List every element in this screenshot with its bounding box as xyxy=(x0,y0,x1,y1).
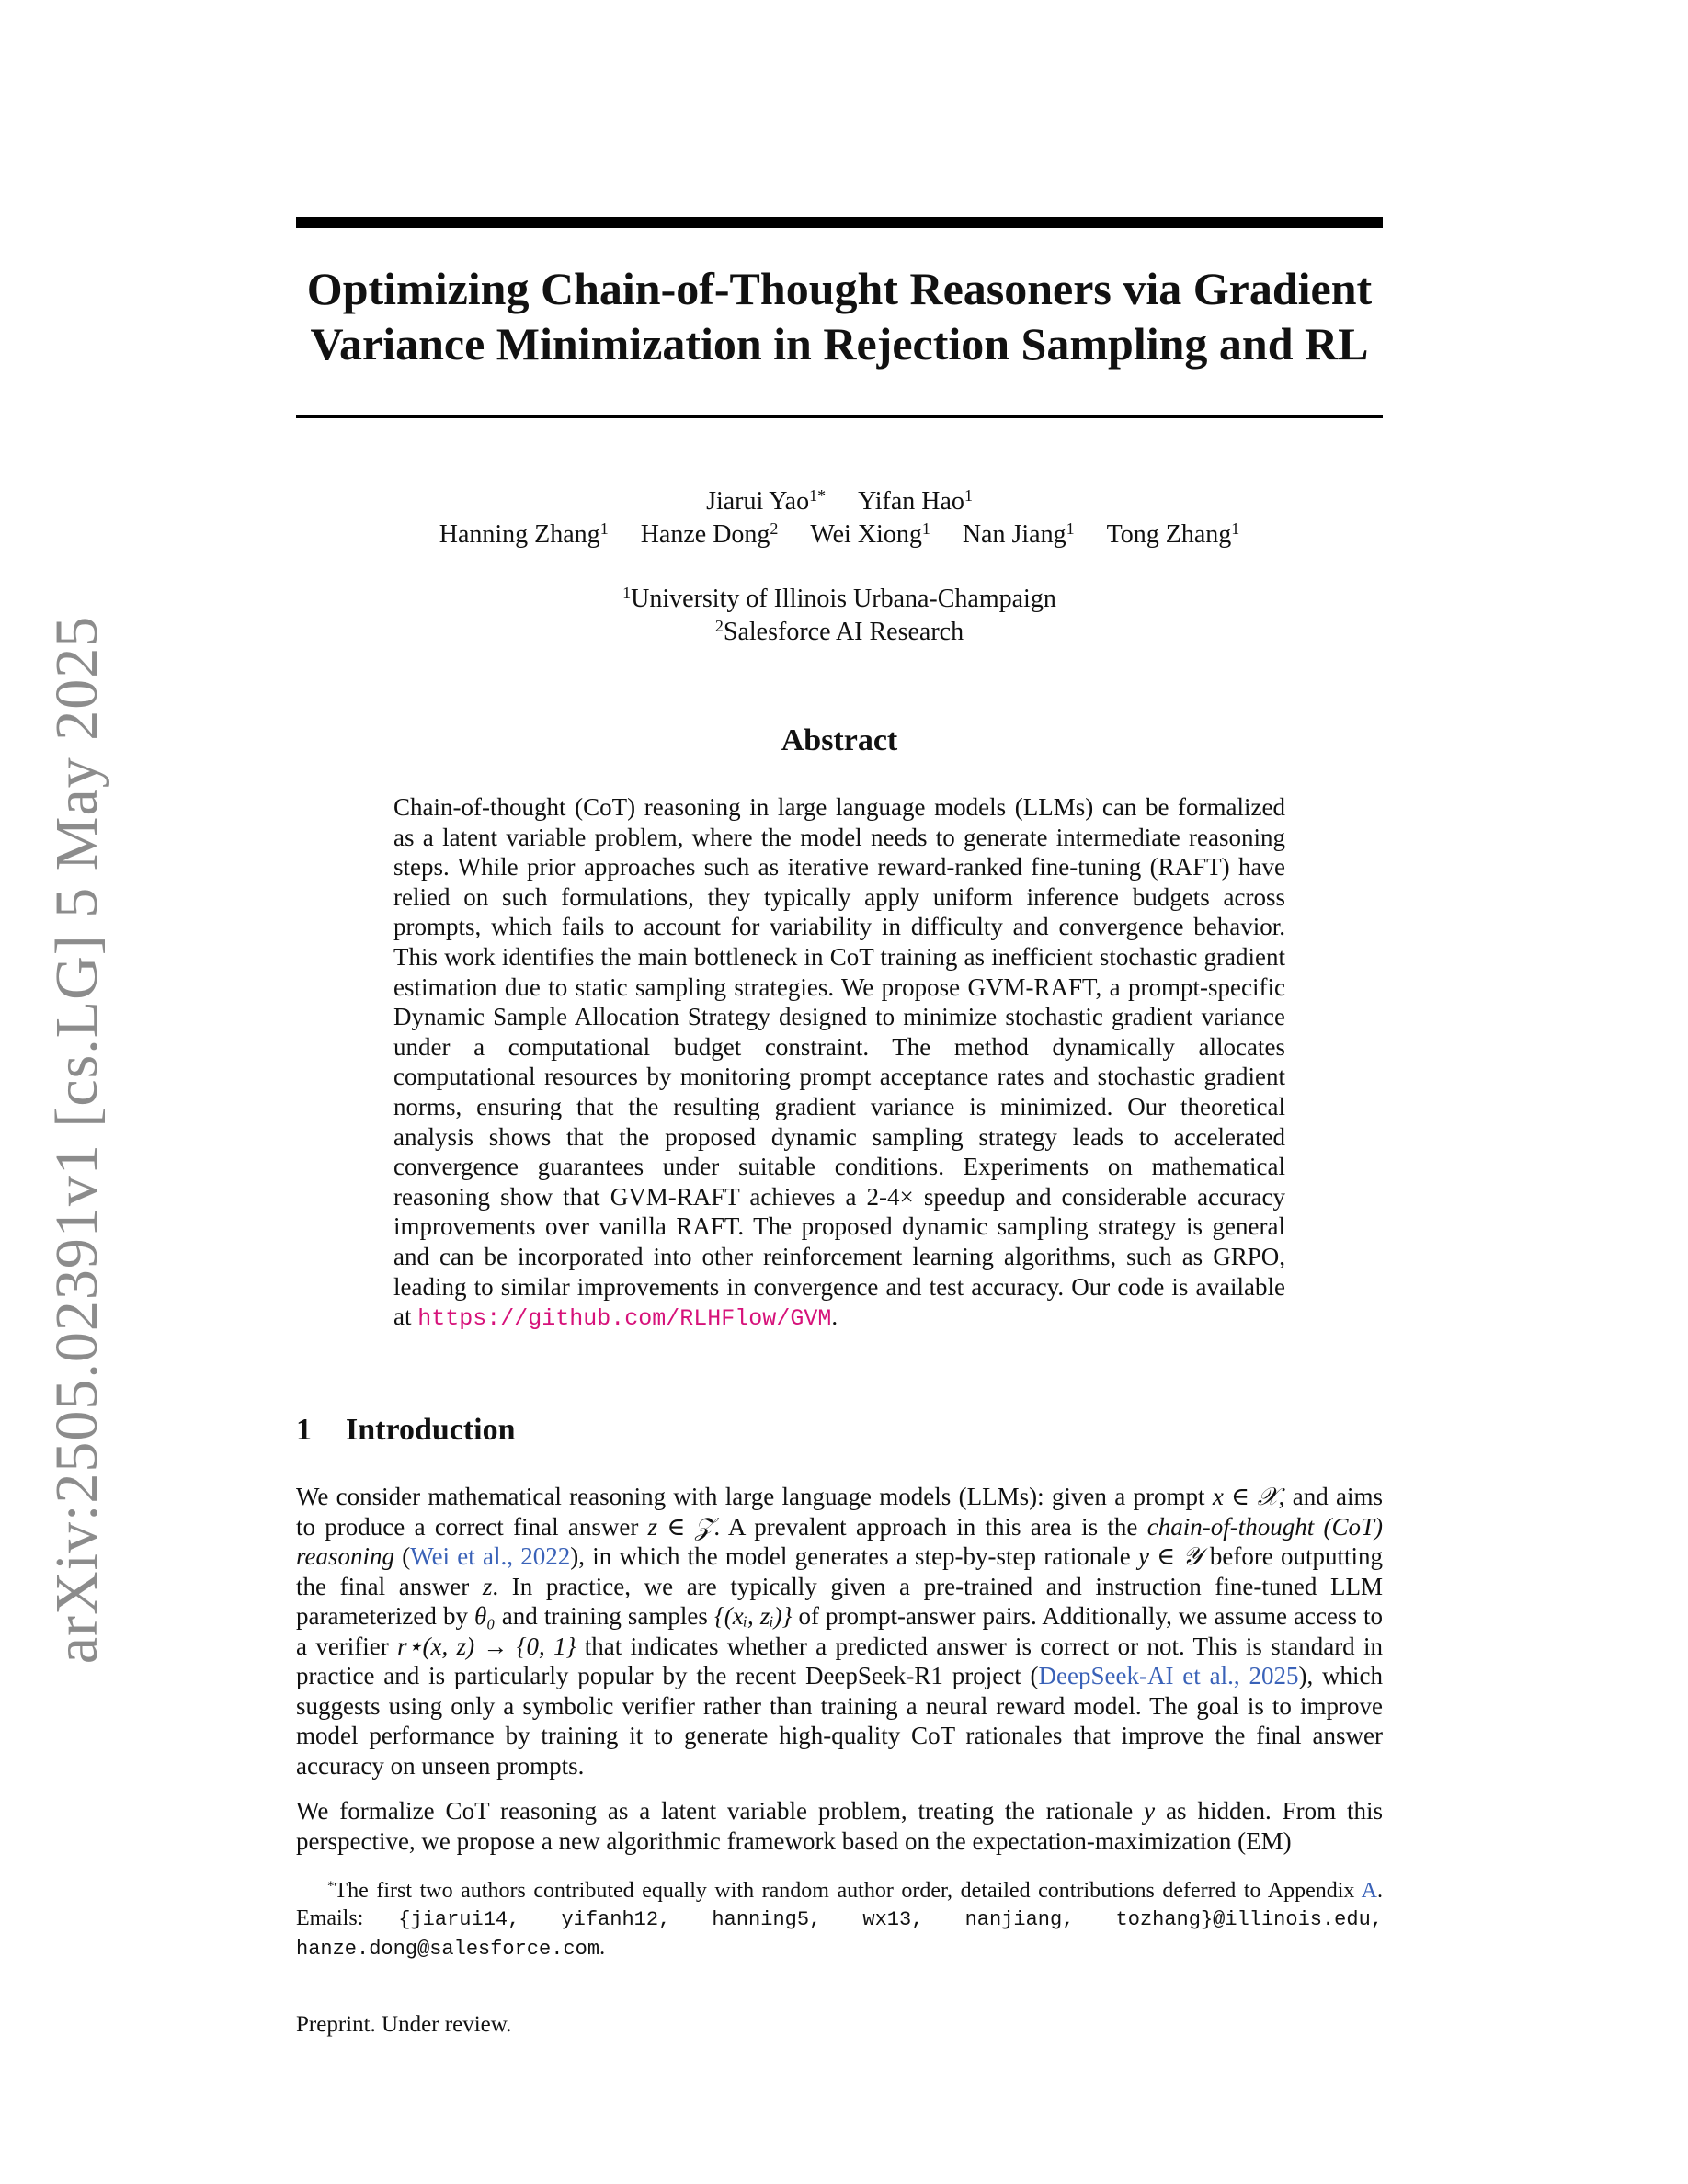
abstract-heading: Abstract xyxy=(781,723,898,757)
footnote: *The first two authors contributed equally with random author order, detailed contributions deferred to Appendix A. Emails: {jiarui14, yifanh12, hanning5, wx13, nanjiang, tozhang}@illinois.edu, hanze.dong@salesforce.com. xyxy=(296,1879,1383,1961)
code-link[interactable]: https://github.com/RLHFlow/GVM xyxy=(417,1305,832,1333)
section-title: Introduction xyxy=(346,1413,516,1447)
affiliation: $^2$Salesforce AI Research xyxy=(714,617,964,646)
author: Nan Jiang$^1$ xyxy=(962,519,1075,549)
author-list xyxy=(296,485,1383,552)
intro-paragraph-2: We formalize CoT reasoning as a latent variable problem, treating the rationale y as hidden. From this perspective, we propose a new algorithmic framework based on the expectation-maximization (EM) xyxy=(296,1797,1384,1855)
author: Hanze Dong$^2$ xyxy=(640,519,779,549)
author-line-1 xyxy=(296,485,1383,518)
citation-deepseek[interactable]: DeepSeek-AI et al., 2025 xyxy=(1038,1662,1299,1689)
author: Tong Zhang$^1$ xyxy=(1106,519,1240,549)
emphasis-cot: chain-of-thought (CoT) reasoning xyxy=(296,1512,1384,1570)
author-line-2 xyxy=(296,518,1383,552)
affiliation: $^1$University of Illinois Urbana-Champaign xyxy=(622,584,1056,613)
preprint-notice: Preprint. Under review. xyxy=(296,2012,512,2037)
intro-paragraph-1: We consider mathematical reasoning with large language models (LLMs): given a prompt x ∈ 𝒳, and aims to produce a correct final answer z ∈ 𝒵. A prevalent approach in this area is the chain-of-thought (CoT) reasoning (Wei et al., 2022), in which the model generates a step-by-step rationale y ∈ 𝒴 before outputting the final answer z. In practice, we are typically given a pre-trained and instruction fine-tuned LLM parameterized by θ₀ and training samples {(xᵢ, zᵢ)} of prompt-answer pairs. Additionally, we assume access to a verifier r⋆(x, z) → {0, 1} that indicates whether a predicted answer is correct or not. This is standard in practice and is particularly popular by the recent DeepSeek-R1 project (DeepSeek-AI et al., 2025), which suggests using only a symbolic verifier rather than training a neural reward model. The goal is to improve model performance by training it to generate high-quality CoT rationales that improve the final answer accuracy on unseen prompts. xyxy=(296,1483,1384,1780)
section-number: 1 xyxy=(296,1413,312,1447)
title-bottom-rule xyxy=(296,415,1383,418)
arxiv-identifier: arXiv:2505.02391v1 [cs.LG] 5 May 2025 xyxy=(43,615,110,1665)
affiliations xyxy=(296,583,1383,649)
title-line-2: Variance Minimization in Rejection Sampling and RL xyxy=(310,318,1369,370)
author: Yifan Hao$^1$ xyxy=(858,486,973,516)
abstract-body: Chain-of-thought (CoT) reasoning in large language models (LLMs) can be formalized as a latent variable problem, where the model needs to generate intermediate reasoning steps. While prior approaches such as iterative reward-ranked fine-tuning (RAFT) have relied on such formulations, they typically apply uniform inference budgets across prompts, which fails to account for variability in difficulty and convergence behavior. This work identifies the main bottleneck in CoT training as inefficient stochastic gradient estimation due to static sampling strategies. We propose GVM-RAFT, a prompt-specific Dynamic Sample Allocation Strategy designed to minimize stochastic gradient variance under a computational budget constraint. The method dynamically allocates computational resources by monitoring prompt acceptance rates and stochastic gradient norms, ensuring that the resulting gradient variance is minimized. Our theoretical analysis shows that the proposed dynamic sampling strategy leads to accelerated convergence guarantees under suitable conditions. Experiments on mathematical reasoning show that GVM-RAFT achieves a 2-4× speedup and considerable accuracy improvements over vanilla RAFT. The proposed dynamic sampling strategy is general and can be incorporated into other reinforcement learning algorithms, such as GRPO, leading to similar improvements in convergence and test accuracy. Our code is available at https://github.com/RLHFlow/GVM. xyxy=(393,793,1285,1333)
author: Hanning Zhang$^1$ xyxy=(439,519,609,549)
author: Wei Xiong$^1$ xyxy=(810,519,930,549)
citation-wei[interactable]: Wei et al., 2022 xyxy=(410,1542,571,1570)
appendix-link[interactable]: A xyxy=(1361,1879,1377,1903)
footnote-mark: * xyxy=(327,1879,335,1894)
title-top-rule xyxy=(296,217,1383,228)
section-heading-introduction xyxy=(296,1412,516,1449)
paper-title xyxy=(296,261,1383,371)
title-line-1: Optimizing Chain-of-Thought Reasoners via Gradient xyxy=(306,263,1373,314)
author-emails: {jiarui14, yifanh12, hanning5, wx13, nanjiang, tozhang}@illinois.edu, hanze.dong@salesforce.com xyxy=(296,1908,1383,1961)
author: Jiarui Yao$^{1*}$ xyxy=(706,486,827,516)
